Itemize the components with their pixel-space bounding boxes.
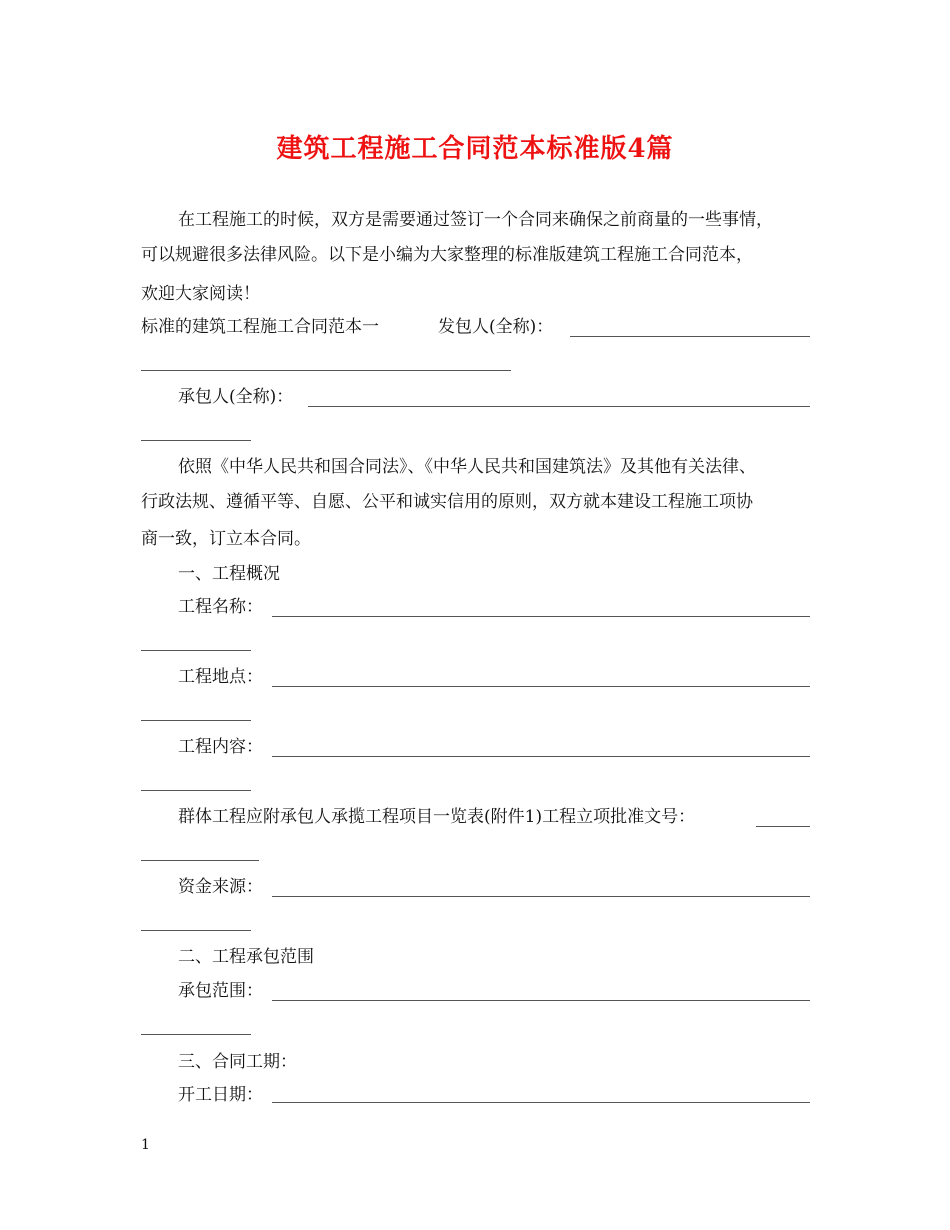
intro-line-3: 欢迎大家阅读！: [141, 284, 260, 304]
basis-line-1: 依照《中华人民共和国合同法》、《中华人民共和国建筑法》及其他有关法律、: [178, 457, 756, 477]
project-name-blank-cont: [141, 650, 251, 651]
contract-subtitle: 标准的建筑工程施工合同范本一: [141, 317, 379, 337]
section-1-heading: 一、工程概况: [178, 564, 280, 584]
fund-source-blank: [272, 896, 810, 897]
group-project-label: 群体工程应附承包人承揽工程项目一览表(附件1)工程立项批准文号：: [178, 807, 696, 827]
scope-blank-cont: [141, 1034, 251, 1035]
page-number: 1: [141, 1137, 150, 1153]
scope-blank: [272, 1000, 810, 1001]
party-b-label: 承包人(全称)：: [178, 387, 294, 407]
fund-source-blank-cont: [141, 930, 251, 931]
section-3-heading: 三、合同工期：: [178, 1052, 297, 1072]
party-a-label: 发包人(全称)：: [438, 317, 554, 337]
section-2-heading: 二、工程承包范围: [178, 947, 314, 967]
party-b-blank: [308, 406, 810, 407]
project-name-blank: [272, 616, 810, 617]
intro-line-1: 在工程施工的时候，双方是需要通过签订一个合同来确保之前商量的一些事情，: [178, 210, 773, 230]
basis-line-2: 行政法规、遵循平等、自愿、公平和诚实信用的原则，双方就本建设工程施工项协: [141, 492, 753, 512]
group-project-blank-cont: [141, 860, 259, 861]
project-content-label: 工程内容：: [178, 737, 263, 757]
party-a-blank-cont: [141, 370, 511, 371]
document-title: 建筑工程施工合同范本标准版4篇: [276, 134, 674, 164]
start-date-blank: [272, 1102, 810, 1103]
project-location-blank: [272, 686, 810, 687]
intro-line-2: 可以规避很多法律风险。以下是小编为大家整理的标准版建筑工程施工合同范本，: [141, 245, 753, 265]
start-date-label: 开工日期：: [178, 1085, 263, 1105]
party-b-blank-cont: [141, 440, 251, 441]
project-location-blank-cont: [141, 720, 251, 721]
group-project-blank: [756, 826, 810, 827]
fund-source-label: 资金来源：: [178, 877, 263, 897]
basis-line-3: 商一致，订立本合同。: [141, 529, 311, 549]
project-name-label: 工程名称：: [178, 597, 263, 617]
project-location-label: 工程地点：: [178, 667, 263, 687]
project-content-blank: [272, 756, 810, 757]
party-a-blank: [570, 336, 810, 337]
project-content-blank-cont: [141, 790, 251, 791]
scope-label: 承包范围：: [178, 981, 263, 1001]
